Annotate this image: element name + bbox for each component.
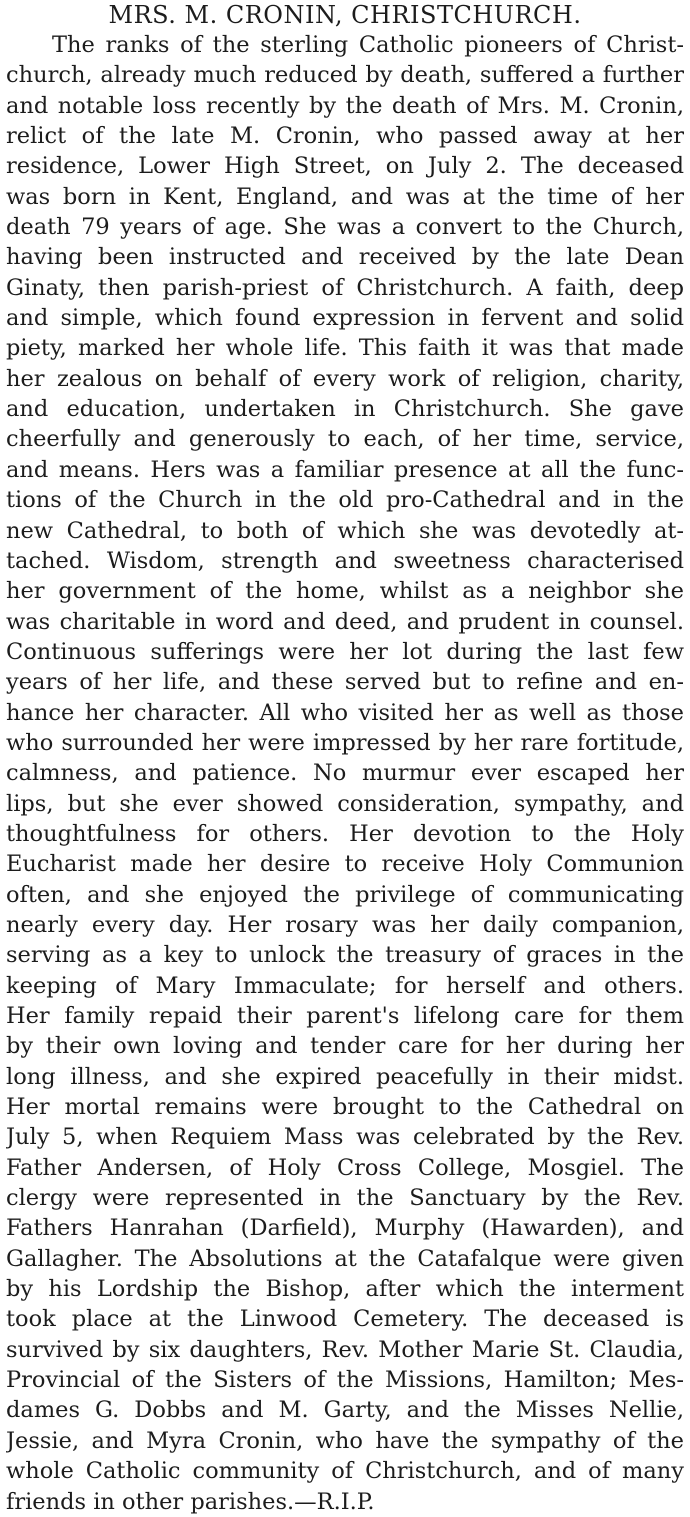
article-line: Her family repaid their parent's lifelong care for them bbox=[6, 1003, 684, 1029]
article-line: keeping of Mary Immaculate; for herself and others. bbox=[6, 972, 684, 999]
article-line: Her mortal remains were brought to the Cathedral on bbox=[6, 1094, 684, 1121]
article-line: was charitable in word and deed, and prudent in counsel. bbox=[6, 608, 684, 635]
article-line: lips, but she ever showed consideration, sympathy, and bbox=[6, 790, 684, 817]
article-line: Continuous sufferings were her lot during the last few bbox=[6, 638, 684, 665]
article-line: The ranks of the sterling Catholic pioneers of Christ- bbox=[52, 32, 684, 58]
article-line: July 5, when Requiem Mass was celebrated by the Rev. bbox=[6, 1124, 684, 1151]
article-line: often, and she enjoyed the privilege of communicating bbox=[6, 881, 684, 908]
article-line: tions of the Church in the old pro-Cathedral and in the bbox=[6, 487, 684, 514]
article-line: by their own loving and tender care for her during her bbox=[6, 1033, 684, 1060]
article-line: relict of the late M. Cronin, who passed away at her bbox=[6, 123, 684, 150]
article-line: and means. Hers was a familiar presence at all the func- bbox=[6, 456, 684, 483]
article-line: friends in other parishes.—R.I.P. bbox=[6, 1488, 375, 1515]
article-line: Gallagher. The Absolutions at the Catafalque were given bbox=[6, 1245, 684, 1272]
article-line: nearly every day. Her rosary was her daily companion, bbox=[6, 911, 684, 938]
article-line: her zealous on behalf of every work of religion, charity, bbox=[6, 365, 684, 392]
article-line: long illness, and she expired peacefully in their midst. bbox=[6, 1063, 684, 1090]
article-line: serving as a key to unlock the treasury of graces in the bbox=[6, 942, 684, 969]
article-line: Provincial of the Sisters of the Missions, Hamilton; Mes- bbox=[6, 1367, 684, 1394]
article-line: took place at the Linwood Cemetery. The deceased is bbox=[6, 1306, 684, 1333]
article-line: tached. Wisdom, strength and sweetness characterised bbox=[6, 547, 684, 574]
article-body bbox=[6, 30, 684, 1517]
article-line: thoughtfulness for others. Her devotion to the Holy bbox=[6, 820, 684, 847]
article-line: having been instructed and received by the late Dean bbox=[6, 244, 684, 271]
article-line: and simple, which found expression in fervent and solid bbox=[6, 305, 684, 332]
article-line: church, already much reduced by death, suffered a further bbox=[6, 62, 684, 89]
article-line: death 79 years of age. She was a convert to the Church, bbox=[6, 214, 684, 241]
article-line: was born in Kent, England, and was at the time of her bbox=[6, 183, 684, 210]
article-line: residence, Lower High Street, on July 2. The deceased bbox=[6, 153, 684, 180]
article-line: piety, marked her whole life. This faith it was that made bbox=[6, 335, 684, 362]
article-line: whole Catholic community of Christchurch, and of many bbox=[6, 1458, 684, 1485]
article-line: and education, undertaken in Christchurch. She gave bbox=[6, 396, 684, 423]
article-line: dames G. Dobbs and M. Garty, and the Misses Nellie, bbox=[6, 1397, 684, 1424]
article-line: Ginaty, then parish-priest of Christchurch. A faith, deep bbox=[6, 274, 684, 301]
article-line: and notable loss recently by the death of Mrs. M. Cronin, bbox=[6, 92, 684, 119]
article-line: hance her character. All who visited her as well as those bbox=[6, 699, 684, 726]
article-line: cheerfully and generously to each, of her time, service, bbox=[6, 426, 684, 453]
article-headline: MRS. M. CRONIN, CHRISTCHURCH. bbox=[108, 1, 582, 29]
article-line: new Cathedral, to both of which she was devotedly at- bbox=[6, 517, 684, 544]
article-line: by his Lordship the Bishop, after which the interment bbox=[6, 1276, 684, 1303]
article-line: survived by six daughters, Rev. Mother Marie St. Claudia, bbox=[6, 1336, 684, 1363]
article-line: Jessie, and Myra Cronin, who have the sympathy of the bbox=[6, 1427, 684, 1454]
article-line: calmness, and patience. No murmur ever escaped her bbox=[6, 760, 684, 787]
article-line: Father Andersen, of Holy Cross College, Mosgiel. The bbox=[6, 1154, 684, 1181]
article-line: years of her life, and these served but to refine and en- bbox=[6, 669, 684, 696]
article-line: Eucharist made her desire to receive Holy Communion bbox=[6, 851, 684, 878]
article-line: clergy were represented in the Sanctuary by the Rev. bbox=[6, 1185, 684, 1212]
article-line: who surrounded her were impressed by her rare fortitude, bbox=[6, 729, 684, 756]
article-line: her government of the home, whilst as a neighbor she bbox=[6, 578, 684, 605]
article-line: Fathers Hanrahan (Darfield), Murphy (Hawarden), and bbox=[6, 1215, 684, 1242]
